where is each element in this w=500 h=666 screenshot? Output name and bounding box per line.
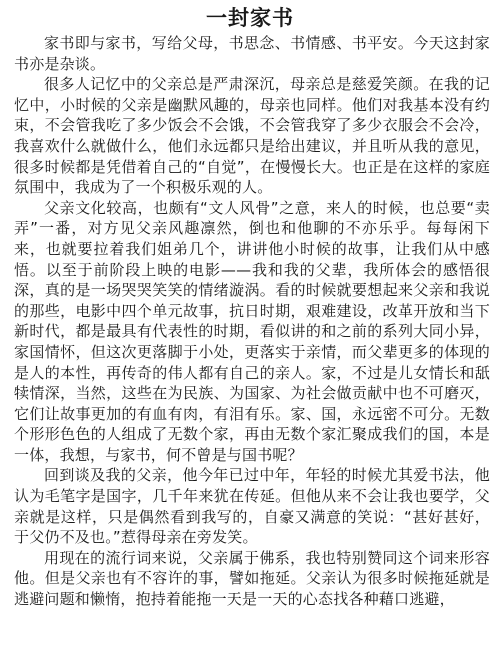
paragraph: 用现在的流行词来说，父亲属于佛系，我也特别赞同这个词来形容他。但是父亲也有不容许的事，譬如拖延。父亲认为很多时候拖延就是逃避问题和懒惰，抱持着能拖一天是一天的心态找各种藉口逃避，	[14, 548, 490, 609]
paragraph: 家书即与家书，写给父母，书思念、书情感、书平安。今天这封家书亦是杂谈。	[14, 34, 490, 73]
document-body	[0, 33, 500, 610]
paragraph: 很多人记忆中的父亲总是严肃深沉，母亲总是慈爱笑颜。在我的记忆中，小时候的父亲是幽默风趣的，母亲也同样。他们对我基本没有约束，不会管我吃了多少饭会不会饿，不会管我穿了多少衣服会不会冷，我喜欢什么就做什么，他们永远都只是给出建议，并且听从我的意见，很多时候都是凭借着自己的“自觉”，在慢慢长大。也正是在这样的家庭氛围中，我成为了一个积极乐观的人。	[14, 75, 490, 197]
paragraph: 父亲文化较高，也颇有“文人风骨”之意，来人的时候，也总要“卖弄”一番，对方见父亲风趣凛然，倒也和他聊的不亦乐乎。每每闲下来，也就要拉着我们姐弟几个，讲讲他小时候的故事，让我们从中感悟。以至于前阶段上映的电影——我和我的父辈，我所体会的感悟很深，真的是一场哭哭笑笑的情绪漩涡。看的时候就要想起来父亲和我说的那些，电影中四个单元故事，抗日时期，艰难建设，改革开放和当下新时代，都是最具有代表性的时期，看似讲的和之前的系列大同小异，家国情怀，但这次更落脚于小处，更落实于亲情，而父辈更多的体现的是人的本性，再传奇的伟人都有自己的亲人。家，不过是儿女情长和舐犊情深，当然，这些在为民族、为国家、为社会做贡献中也不可磨灭，它们让故事更加的有血有肉，有泪有乐。家、国，永远密不可分。无数个形形色色的人组成了无数个家，再由无数个家汇聚成我们的国，本是一体，我想，与家书，何不曾是与国书呢？	[14, 198, 490, 464]
document-title: 一封家书	[206, 6, 294, 30]
paragraph: 回到谈及我的父亲，他今年已过中年，年轻的时候尤其爱书法，他认为毛笔字是国字，几千年来犹在传延。但他从来不会让我也要学，父亲就是这样，只是偶然看到我写的，自豪又满意的笑说：“甚好甚好，于父仍不及也。”惹得母亲在旁发笑。	[14, 466, 490, 547]
